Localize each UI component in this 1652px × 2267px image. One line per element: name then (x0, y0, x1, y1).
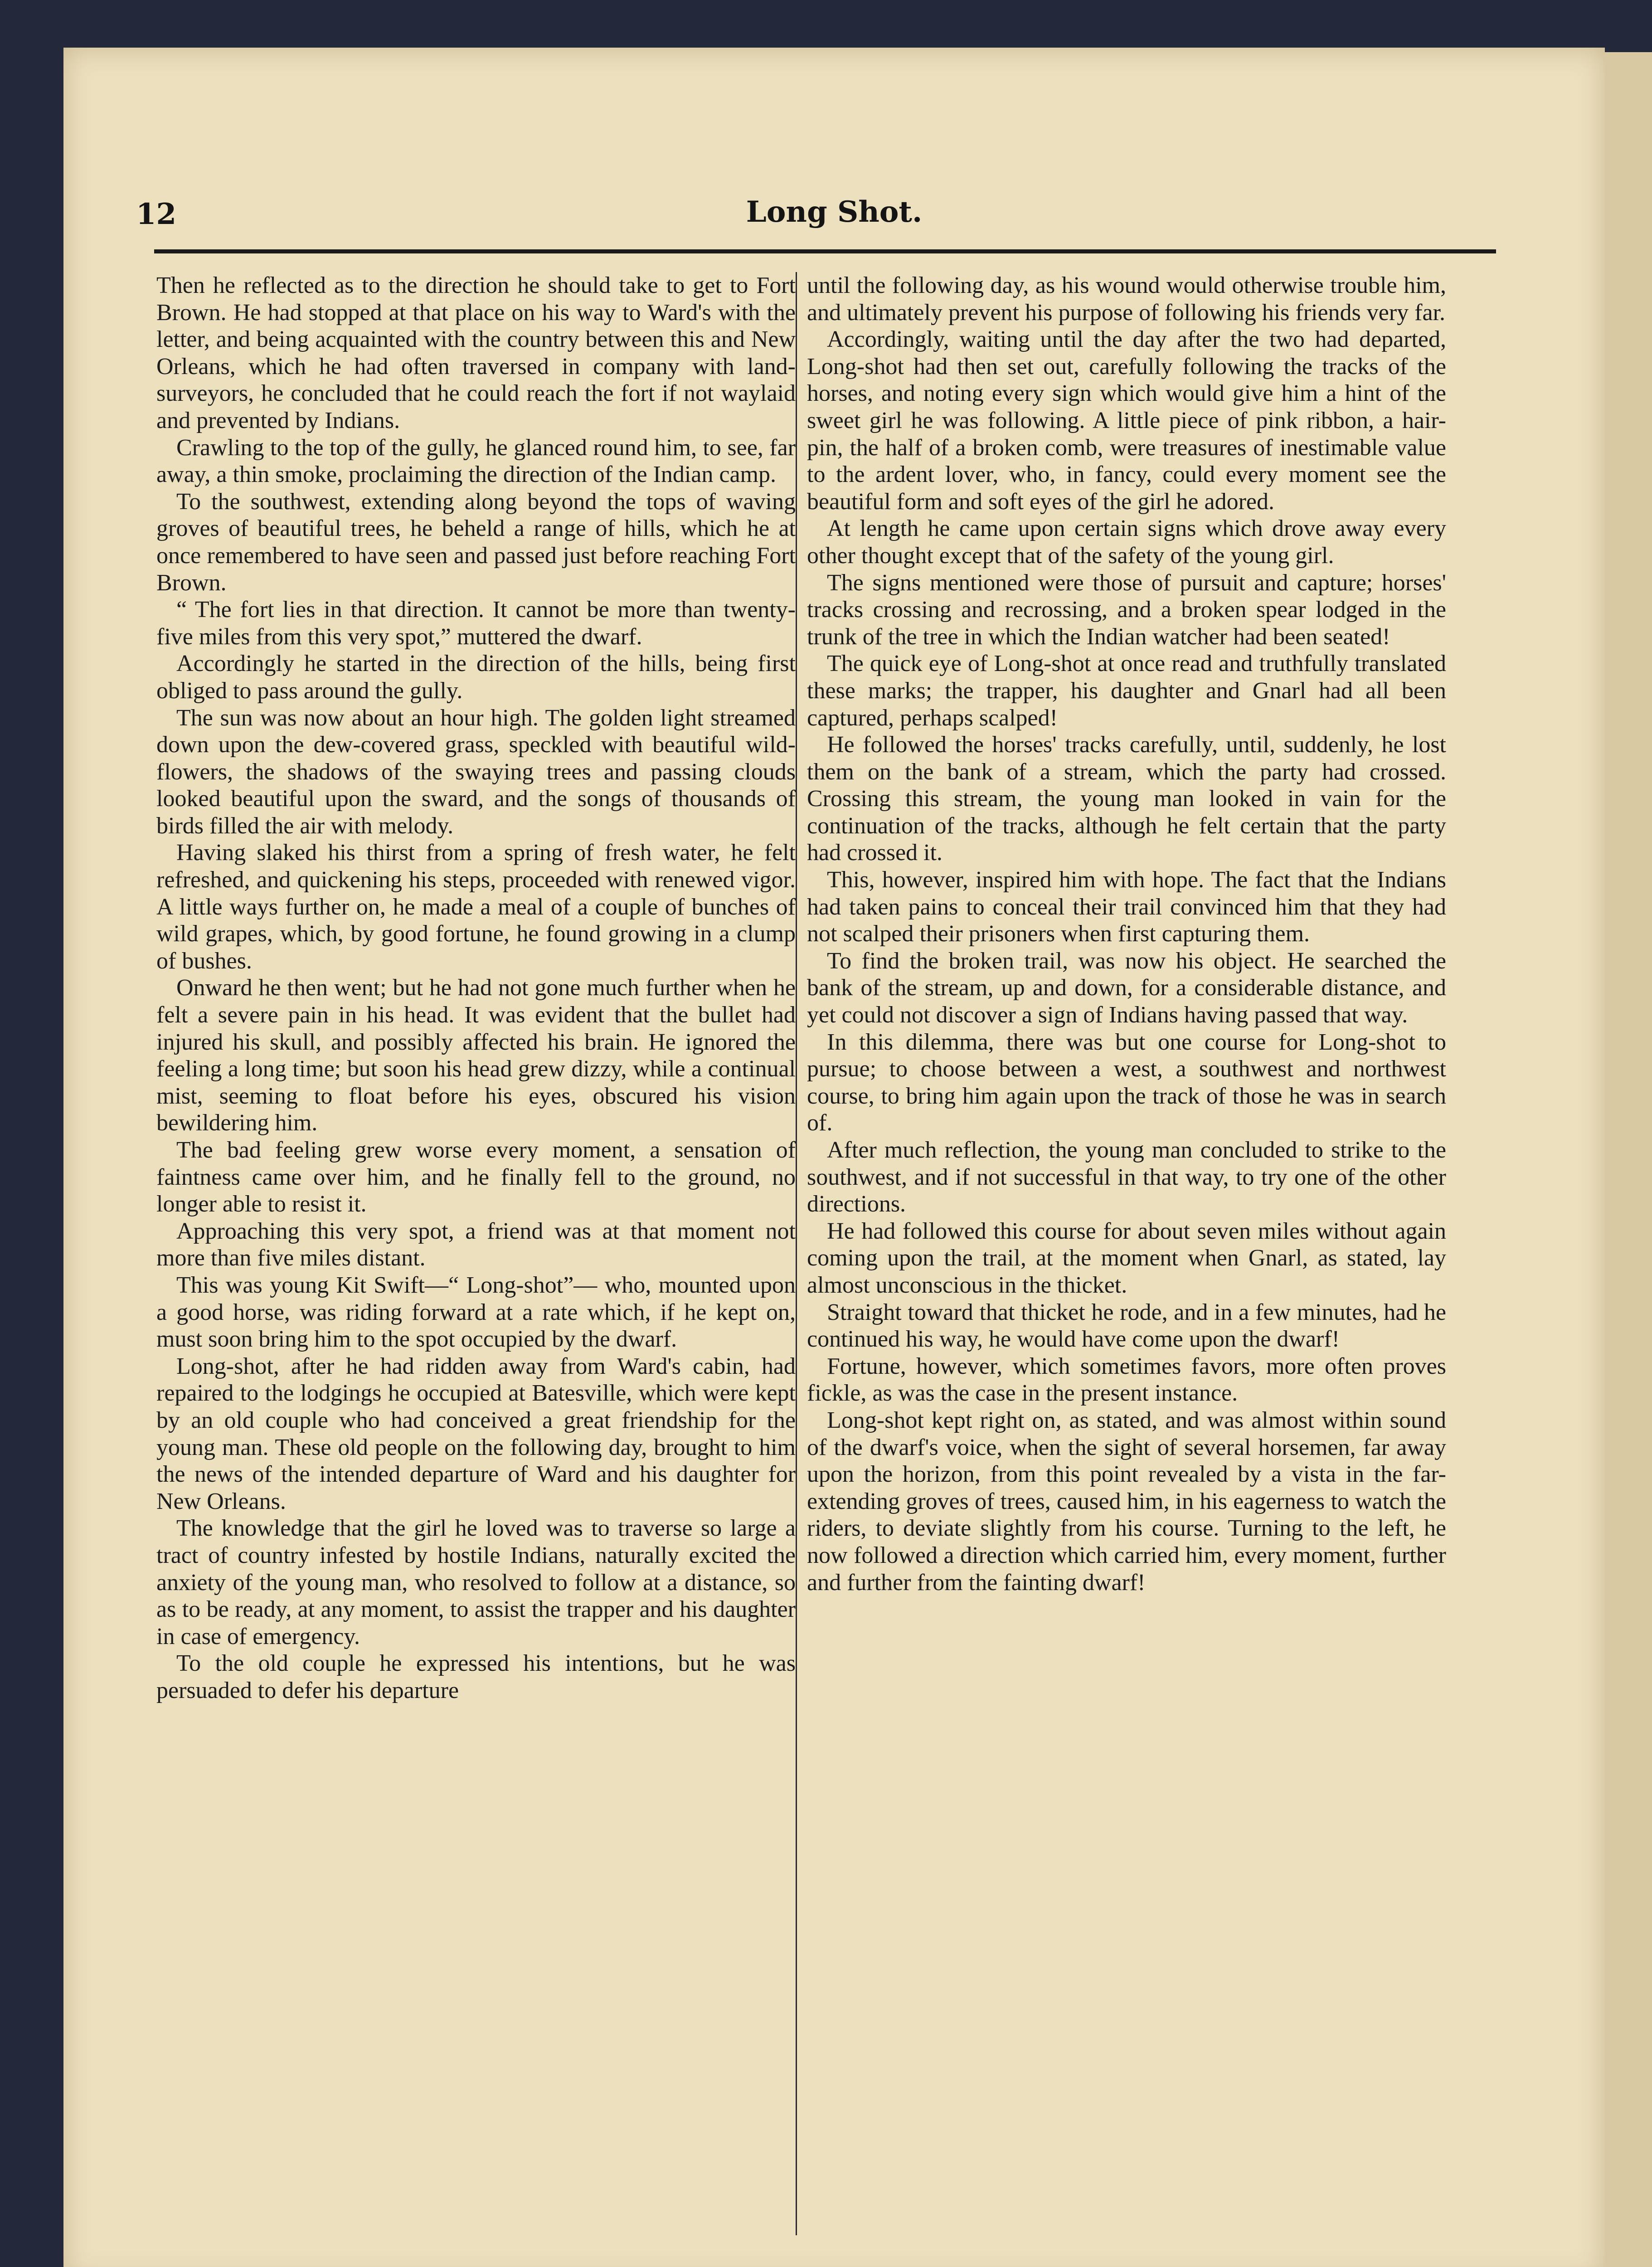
paragraph: Having slaked his thirst from a spring of fresh water, he felt refreshed, and quickening his steps, proceeded with renewed vigor. A little ways further on, he made a meal of a couple of bunches of wild grapes, which, by good fortune, he found growing in a clump of bushes. (156, 840, 796, 974)
left-column (156, 272, 796, 2226)
paragraph: Crawling to the top of the gully, he glanced round him, to see, far away, a thin smoke, proclaiming the direction of the Indian camp. (156, 434, 796, 488)
paragraph: This was young Kit Swift—“ Long-shot”— who, mounted upon a good horse, was riding forward at a rate which, if he kept on, must soon bring him to the spot occupied by the dwarf. (156, 1272, 796, 1352)
paragraph: until the following day, as his wound would otherwise trouble him, and ultimately prevent his purpose of following his friends very far. (807, 272, 1446, 326)
paragraph: Onward he then went; but he had not gone much further when he felt a severe pain in his head. It was evident that the bullet had injured his skull, and possibly affected his brain. He ignored the feeling a long time; but soon his head grew dizzy, while a continual mist, seeming to float before his eyes, obscured his vision bewildering him. (156, 975, 796, 1136)
paragraph: This, however, inspired him with hope. The fact that the Indians had taken pains to conceal their trail convinced him that they had not scalped their prisoners when first capturing them. (807, 867, 1446, 947)
paragraph: Fortune, however, which sometimes favors, more often proves fickle, as was the case in the present instance. (807, 1353, 1446, 1406)
paragraph: In this dilemma, there was but one course for Long-shot to pursue; to choose between a west, a southwest and northwest course, to bring him again upon the track of those he was in search of. (807, 1029, 1446, 1136)
running-head-title: Long Shot. (746, 195, 923, 229)
paragraph: Straight toward that thicket he rode, and in a few minutes, had he continued his way, he would have come upon the dwarf! (807, 1299, 1446, 1352)
paragraph: The knowledge that the girl he loved was to traverse so large a tract of country infested by hostile Indians, naturally excited the anxiety of the young man, who resolved to follow at a distance, so as to be ready, at any moment, to assist the trapper and his daughter in case of emergency. (156, 1515, 796, 1649)
paragraph: He had followed this course for about seven miles without again coming upon the trail, at the moment when Gnarl, as stated, lay almost unconscious in the thicket. (807, 1218, 1446, 1298)
paragraph: Accordingly, waiting until the day after the two had departed, Long-shot had then set out, carefully following the tracks of the horses, and noting every sign which would give him a hint of the sweet girl he was following. A little piece of pink ribbon, a hair-pin, the half of a broken comb, were treasures of inestimable value to the ardent lover, who, in fancy, could every moment see the beautiful form and soft eyes of the girl he adored. (807, 326, 1446, 515)
paragraph: Long-shot kept right on, as stated, and was almost within sound of the dwarf's voice, when the sight of several horsemen, far away upon the horizon, from this point revealed by a vista in the far-extending groves of trees, caused him, in his eagerness to watch the riders, to deviate slightly from his course. Turning to the left, he now followed a direction which carried him, every moment, further and further from the fainting dwarf! (807, 1407, 1446, 1596)
paragraph: “ The fort lies in that direction. It cannot be more than twenty-five miles from this very spot,” muttered the dwarf. (156, 597, 796, 650)
paragraph: The bad feeling grew worse every moment, a sensation of faintness came over him, and he finally fell to the ground, no longer able to resist it. (156, 1137, 796, 1217)
paragraph: At length he came upon certain signs which drove away every other thought except that of the safety of the young girl. (807, 516, 1446, 569)
paragraph: To the southwest, extending along beyond the tops of waving groves of beautiful trees, he beheld a range of hills, which he at once remembered to have seen and passed just before reaching Fort Brown. (156, 488, 796, 596)
page-number: 12 (136, 197, 177, 231)
paragraph: After much reflection, the young man concluded to strike to the southwest, and if not successful in that way, to try one of the other directions. (807, 1137, 1446, 1217)
paragraph: Long-shot, after he had ridden away from Ward's cabin, had repaired to the lodgings he occupied at Batesville, which were kept by an old couple who had conceived a great friendship for the young man. These old people on the following day, brought to him the news of the intended departure of Ward and his daughter for New Orleans. (156, 1353, 796, 1514)
paragraph: To find the broken trail, was now his object. He searched the bank of the stream, up and down, for a considerable distance, and yet could not discover a sign of Indians having passed that way. (807, 948, 1446, 1028)
paragraph: The signs mentioned were those of pursuit and capture; horses' tracks crossing and recrossing, and a broken spear lodged in the trunk of the tree in which the Indian watcher had been seated! (807, 569, 1446, 650)
header-rule (154, 249, 1496, 253)
column-divider (796, 272, 797, 2235)
book-page (63, 48, 1605, 2267)
paragraph: He followed the horses' tracks carefully, until, suddenly, he lost them on the bank of a stream, which the party had crossed. Crossing this stream, the young man looked in vain for the continuation of the tracks, although he felt certain that the party had crossed it. (807, 732, 1446, 866)
paragraph: Then he reflected as to the direction he should take to get to Fort Brown. He had stopped at that place on his way to Ward's with the letter, and being acquainted with the country between this and New Orleans, which he had often traversed in company with land-surveyors, he concluded that he could reach the fort if not waylaid and prevented by Indians. (156, 272, 796, 433)
paragraph: Approaching this very spot, a friend was at that moment not more than five miles distant. (156, 1218, 796, 1271)
paragraph: The sun was now about an hour high. The golden light streamed down upon the dew-covered grass, speckled with beautiful wild-flowers, the shadows of the swaying trees and passing clouds looked beautiful upon the sward, and the songs of thousands of birds filled the air with melody. (156, 705, 796, 839)
paragraph: To the old couple he expressed his intentions, but he was persuaded to defer his departure (156, 1650, 796, 1703)
right-column (807, 272, 1446, 2226)
paragraph: Accordingly he started in the direction of the hills, being first obliged to pass around the gully. (156, 651, 796, 704)
paragraph: The quick eye of Long-shot at once read and truthfully translated these marks; the trapper, his daughter and Gnarl had all been captured, perhaps scalped! (807, 651, 1446, 731)
